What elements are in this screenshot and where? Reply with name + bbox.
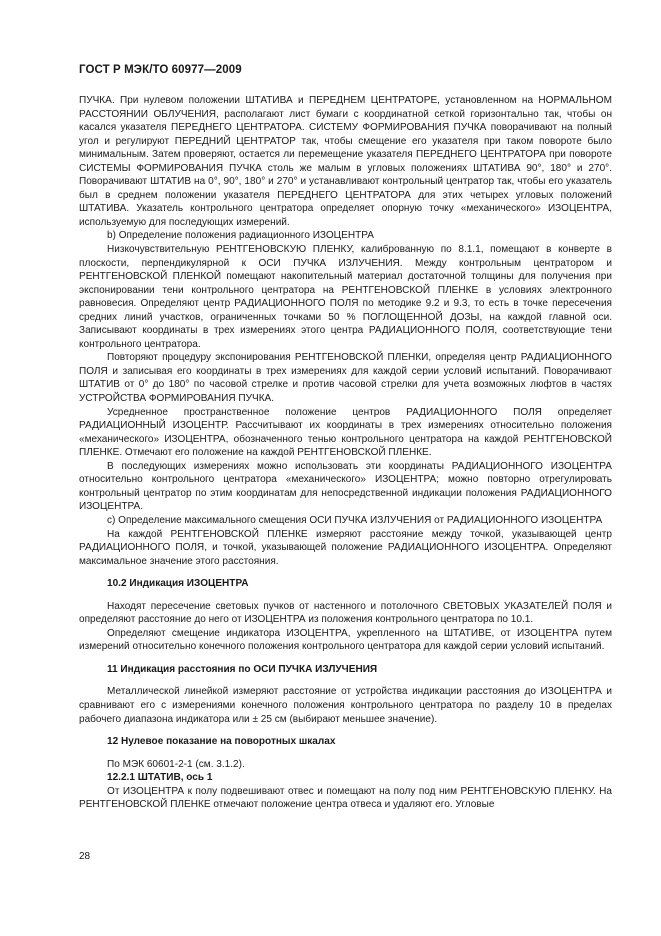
- list-item-b: b) Определение положения радиационного ИЗОЦЕНТРА: [107, 230, 374, 242]
- standard-header: ГОСТ Р МЭК/ТО 60977—2009: [79, 64, 242, 76]
- paragraph: На каждой РЕНТГЕНОВСКОЙ ПЛЕНКЕ измеряют расстояние между точкой, указывающей центр РАДИАЦИОННОГО ПОЛЯ, и точкой, указывающей положение РАДИАЦИОННОГО ИЗОЦЕНТРА. Определяют максимальное значение этого расстояния.: [79, 528, 612, 567]
- page-number: 28: [79, 851, 91, 862]
- section-heading-10-2: 10.2 Индикация ИЗОЦЕНТРА: [107, 578, 249, 590]
- section-heading-12-2-1: 12.2.1 ШТАТИВ, ось 1: [107, 772, 213, 784]
- paragraph: Низкочувствительную РЕНТГЕНОВСКУЮ ПЛЕНКУ, калиброванную по 8.1.1, помещают в конверте в плоскости, перпендикулярной к ОСИ ПУЧКА ИЗЛУЧЕНИЯ. Между контрольным центратором и РЕНТГЕНОВСКОЙ ПЛЕНКОЙ помещают накопительный материал достаточной толщины для получения при экспонировании тени контрольного центратора на РЕНТГЕНОВСКОЙ ПЛЕНКЕ в условиях электронного равновесия. Определяют центр РАДИАЦИОННОГО ПОЛЯ по методике 9.2 и 9.3, то есть в точке пересечения средних линий участков, ограниченных точками 50 % ПОГЛОЩЕННОЙ ДОЗЫ, на каждой главной оси. Записывают координаты в трех измерениях этого центра РАДИАЦИОННОГО ПОЛЯ, соответствующие тени контрольного центратора.: [79, 244, 612, 350]
- paragraph: Повторяют процедуру экспонирования РЕНТГЕНОВСКОЙ ПЛЕНКИ, определяя центр РАДИАЦИОННОГО ПОЛЯ и записывая его координаты в трех измерениях для каждой серии условий испытаний. Поворачивают ШТАТИВ от 0° до 180° по часовой стрелке и против часовой стрелки для учета возможных люфтов в частях УСТРОЙСТВА ФОРМИРОВАНИЯ ПУЧКА.: [79, 352, 612, 405]
- paragraph: Усредненное пространственное положение центров РАДИАЦИОННОГО ПОЛЯ определяет РАДИАЦИОННЫЙ ИЗОЦЕНТР. Рассчитывают их координаты в трех измерениях относительно положения «механического» ИЗОЦЕНТРА, обозначенного тенью контрольного центратора на каждой РЕНТГЕНОВСКОЙ ПЛЕНКЕ. Отмечают его положение на каждой РЕНТГЕНОВСКОЙ ПЛЕНКЕ.: [79, 406, 612, 459]
- paragraph: По МЭК 60601-2-1 (см. 3.1.2).: [107, 758, 245, 770]
- paragraph: Металлической линейкой измеряют расстояние от устройства индикации расстояния до ИЗОЦЕНТРА и сравнивают его с измерениями конечного положения контрольного центратора по разделу 10 в пределах рабочего диапазона индикатора или ± 25 см (выбирают меньшее значение).: [79, 686, 612, 725]
- paragraph: Находят пересечение световых пучков от настенного и потолочного СВЕТОВЫХ УКАЗАТЕЛЕЙ ПОЛЯ и определяют расстояние до него от ИЗОЦЕНТРА из положения контрольного центратора по 10.1.: [79, 600, 612, 626]
- section-heading-12: 12 Нулевое показание на поворотных шкалах: [107, 736, 336, 748]
- paragraph: ПУЧКА. При нулевом положении ШТАТИВА и ПЕРЕДНЕМ ЦЕНТРАТОРЕ, установленном на НОРМАЛЬНОМ РАССТОЯНИИ ОБЛУЧЕНИЯ, располагают лист бумаги с координатной сеткой горизонтально так, чтобы он касался указателя ПЕРЕДНЕГО ЦЕНТРАТОРА. СИСТЕМУ ФОРМИРОВАНИЯ ПУЧКА поворачивают на полный угол и регулируют ПЕРЕДНИЙ ЦЕНТРАТОР так, чтобы смещение его указателя при таком повороте было минимальным. Затем проверяют, остается ли перемещение указателя ПЕРЕДНЕГО ЦЕНТРАТОРА при повороте СИСТЕМЫ ФОРМИРОВАНИЯ ПУЧКА столь же малым в угловых положениях ШТАТИВА 90°, 180° и 270°. Поворачивают ШТАТИВ на 0°, 90°, 180° и 270° и устанавливают контрольный центратор так, чтобы его указатель был в среднем положении указателя ПЕРЕДНЕГО ЦЕНТРАТОРА для этих четырех угловых положений ШТАТИВА. Указатель контрольного центратора определяет опорную точку «механического» ИЗОЦЕНТРА, используемую для последующих измерений.: [79, 95, 612, 228]
- section-heading-11: 11 Индикация расстояния по ОСИ ПУЧКА ИЗЛУЧЕНИЯ: [107, 663, 378, 675]
- paragraph: От ИЗОЦЕНТРА к полу подвешивают отвес и помещают на полу под ним РЕНТГЕНОВСКУЮ ПЛЕНКУ. На РЕНТГЕНОВСКОЙ ПЛЕНКЕ отмечают положение центра отвеса и удаляют его. Угловые: [79, 785, 612, 811]
- page-body: [79, 94, 612, 812]
- paragraph: В последующих измерениях можно использовать эти координаты РАДИАЦИОННОГО ИЗОЦЕНТРА относительно контрольного центратора «механического» ИЗОЦЕНТРА; можно повторно отрегулировать контрольный центратор по этим координатам для непосредственной индикации положения РАДИАЦИОННОГО ИЗОЦЕНТРА.: [79, 460, 612, 513]
- list-item-c: c) Определение максимального смещения ОСИ ПУЧКА ИЗЛУЧЕНИЯ от РАДИАЦИОННОГО ИЗОЦЕНТРА: [107, 514, 603, 526]
- paragraph: Определяют смещение индикатора ИЗОЦЕНТРА, укрепленного на ШТАТИВЕ, от ИЗОЦЕНТРА путем измерений относительно конечного положения контрольного центратора для каждой серии условий испытаний.: [79, 627, 612, 653]
